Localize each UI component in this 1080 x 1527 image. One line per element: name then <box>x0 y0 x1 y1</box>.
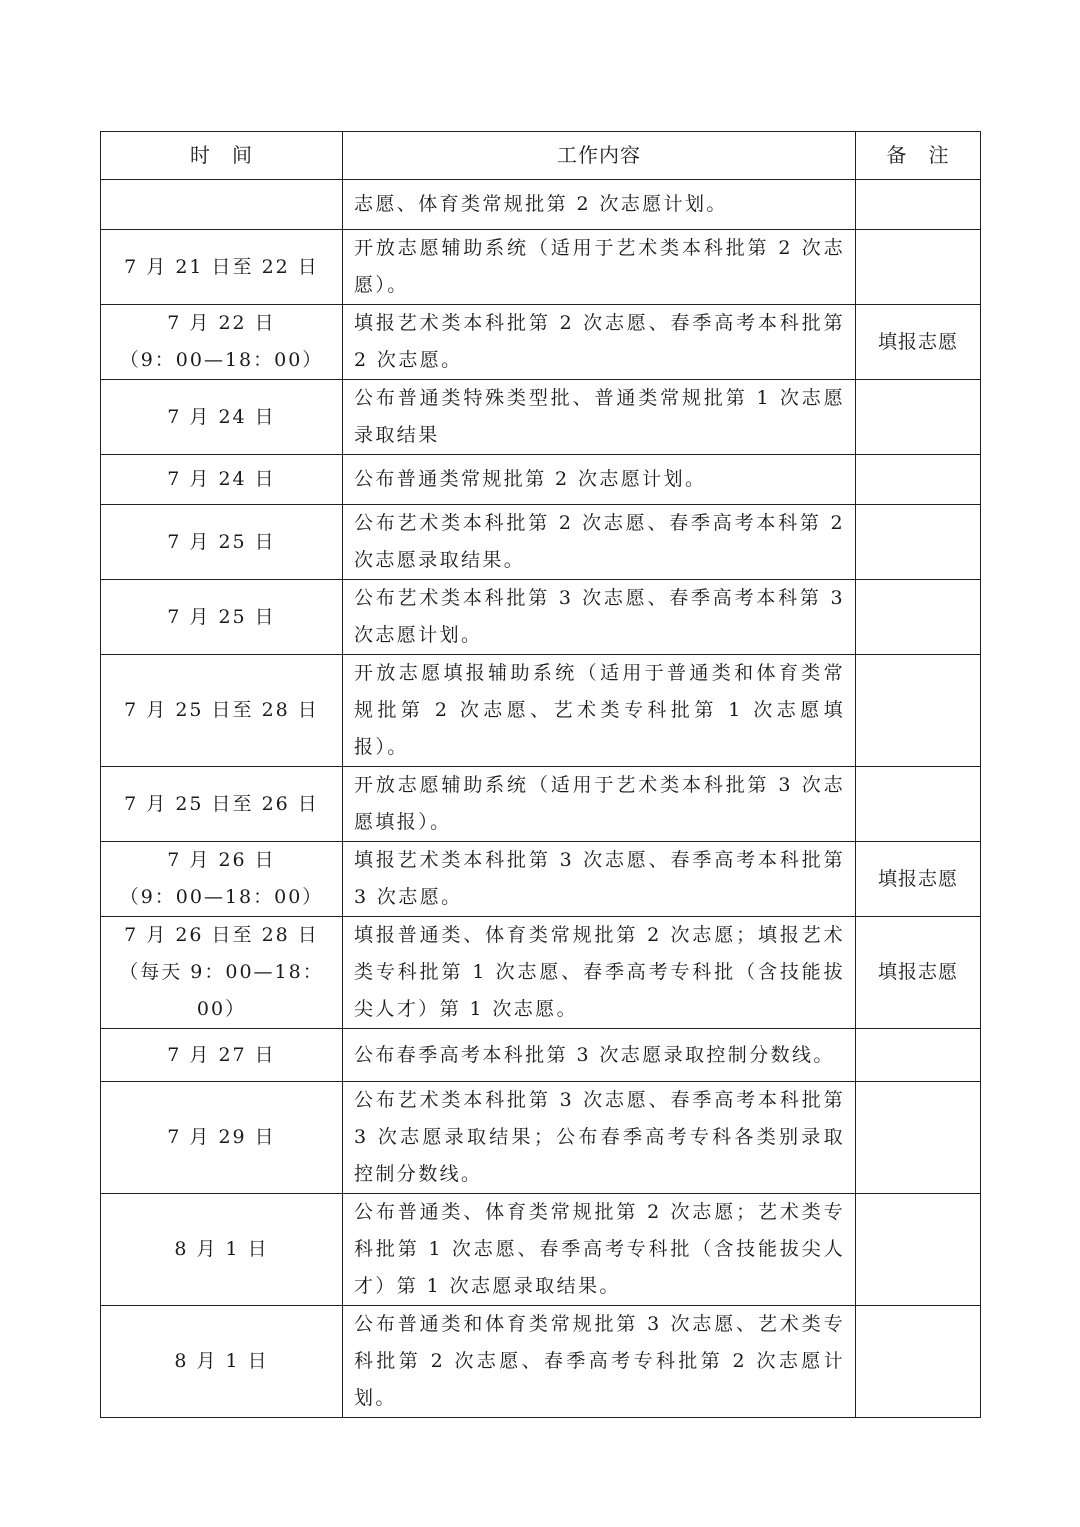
time-cell: 7 月 24 日 <box>101 455 343 505</box>
time-cell: 8 月 1 日 <box>101 1194 343 1306</box>
time-cell: 7 月 22 日 （9：00—18：00） <box>101 305 343 380</box>
content-cell: 公布艺术类本科批第 3 次志愿、春季高考本科第 3 次志愿计划。 <box>343 580 856 655</box>
note-cell <box>856 767 981 842</box>
table-row <box>101 455 981 505</box>
note-cell <box>856 655 981 767</box>
table-row <box>101 767 981 842</box>
content-cell: 志愿、体育类常规批第 2 次志愿计划。 <box>343 180 856 230</box>
time-cell: 7 月 25 日 <box>101 580 343 655</box>
time-cell: 7 月 21 日至 22 日 <box>101 230 343 305</box>
time-cell: 7 月 27 日 <box>101 1029 343 1082</box>
table-row <box>101 505 981 580</box>
content-cell: 公布艺术类本科批第 3 次志愿、春季高考本科批第 3 次志愿录取结果；公布春季高考专科各类别录取控制分数线。 <box>343 1082 856 1194</box>
header-time: 时 间 <box>101 132 343 180</box>
table-header <box>101 132 981 180</box>
time-cell: 7 月 25 日至 28 日 <box>101 655 343 767</box>
time-cell: 7 月 26 日至 28 日（每天 9：00—18：00） <box>101 917 343 1029</box>
note-cell <box>856 380 981 455</box>
note-cell <box>856 580 981 655</box>
header-note: 备 注 <box>856 132 981 180</box>
time-cell: 7 月 25 日 <box>101 505 343 580</box>
time-cell: 7 月 25 日至 26 日 <box>101 767 343 842</box>
table-row <box>101 305 981 380</box>
time-cell: 7 月 29 日 <box>101 1082 343 1194</box>
header-row <box>101 132 981 180</box>
table-row <box>101 580 981 655</box>
note-cell <box>856 180 981 230</box>
table-row <box>101 842 981 917</box>
content-cell: 填报普通类、体育类常规批第 2 次志愿；填报艺术类专科批第 1 次志愿、春季高考专科批（含技能拔尖人才）第 1 次志愿。 <box>343 917 856 1029</box>
note-cell <box>856 230 981 305</box>
table-row <box>101 1306 981 1418</box>
table-row <box>101 180 981 230</box>
table-row <box>101 1082 981 1194</box>
note-cell <box>856 1306 981 1418</box>
table-row <box>101 1029 981 1082</box>
content-cell: 开放志愿填报辅助系统（适用于普通类和体育类常规批第 2 次志愿、艺术类专科批第 1 次志愿填报）。 <box>343 655 856 767</box>
note-cell <box>856 505 981 580</box>
content-cell: 公布普通类特殊类型批、普通类常规批第 1 次志愿录取结果 <box>343 380 856 455</box>
content-cell: 填报艺术类本科批第 2 次志愿、春季高考本科批第 2 次志愿。 <box>343 305 856 380</box>
note-cell <box>856 1029 981 1082</box>
time-cell <box>101 180 343 230</box>
note-cell: 填报志愿 <box>856 917 981 1029</box>
content-cell: 公布春季高考本科批第 3 次志愿录取控制分数线。 <box>343 1029 856 1082</box>
table-row <box>101 655 981 767</box>
table-row <box>101 917 981 1029</box>
note-cell: 填报志愿 <box>856 305 981 380</box>
content-cell: 开放志愿辅助系统（适用于艺术类本科批第 3 次志愿填报）。 <box>343 767 856 842</box>
content-cell: 公布普通类和体育类常规批第 3 次志愿、艺术类专科批第 2 次志愿、春季高考专科批第 2 次志愿计划。 <box>343 1306 856 1418</box>
time-cell: 7 月 24 日 <box>101 380 343 455</box>
note-cell <box>856 1082 981 1194</box>
content-cell: 公布普通类、体育类常规批第 2 次志愿；艺术类专科批第 1 次志愿、春季高考专科批（含技能拔尖人才）第 1 次志愿录取结果。 <box>343 1194 856 1306</box>
header-content: 工作内容 <box>343 132 856 180</box>
note-cell <box>856 455 981 505</box>
table-body <box>101 180 981 1418</box>
table-row <box>101 230 981 305</box>
table-row <box>101 1194 981 1306</box>
schedule-table <box>100 131 981 1418</box>
table-row <box>101 380 981 455</box>
time-cell: 7 月 26 日 （9：00—18：00） <box>101 842 343 917</box>
note-cell: 填报志愿 <box>856 842 981 917</box>
time-cell: 8 月 1 日 <box>101 1306 343 1418</box>
content-cell: 公布艺术类本科批第 2 次志愿、春季高考本科第 2 次志愿录取结果。 <box>343 505 856 580</box>
content-cell: 开放志愿辅助系统（适用于艺术类本科批第 2 次志愿）。 <box>343 230 856 305</box>
content-cell: 填报艺术类本科批第 3 次志愿、春季高考本科批第 3 次志愿。 <box>343 842 856 917</box>
note-cell <box>856 1194 981 1306</box>
content-cell: 公布普通类常规批第 2 次志愿计划。 <box>343 455 856 505</box>
